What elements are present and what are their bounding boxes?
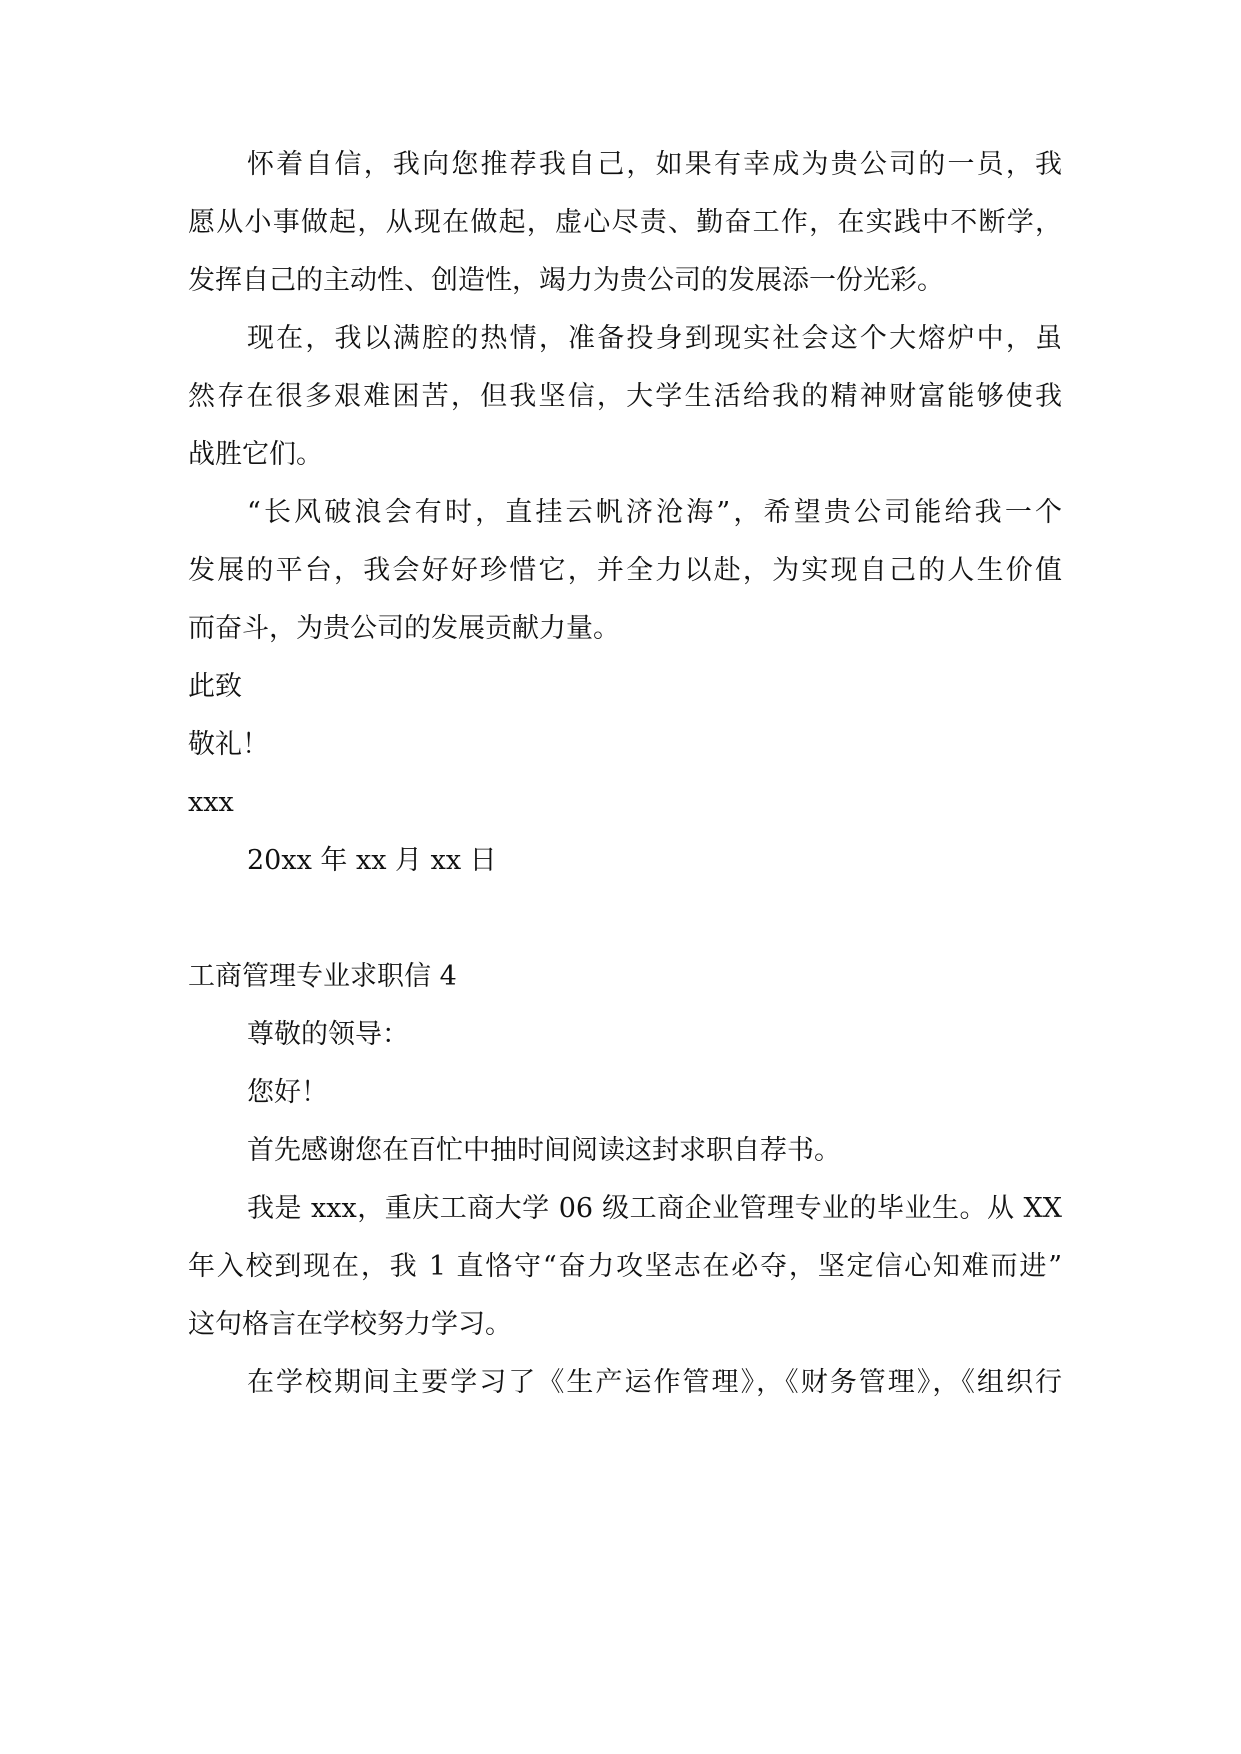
paragraph-line: 愿从小事做起，从现在做起，虚心尽责、勤奋工作，在实践中不断学， [188,207,1062,238]
paragraph-line: 发展的平台，我会好好珍惜它，并全力以赴，为实现自己的人生价值 [188,555,1062,586]
paragraph-line: 然存在很多艰难困苦，但我坚信，大学生活给我的精神财富能够使我 [188,381,1062,412]
paragraph-line: 而奋斗，为贵公司的发展贡献力量。 [188,613,620,644]
paragraph-line: 战胜它们。 [188,439,323,470]
greeting: 您好！ [247,1077,328,1108]
closing-text: 敬礼！ [188,729,269,760]
signature: xxx [188,787,234,818]
paragraph-line: 在学校期间主要学习了《生产运作管理》，《财务管理》，《组织行 [247,1367,1062,1398]
paragraph-line: 我是 xxx，重庆工商大学 06 级工商企业管理专业的毕业生。从 XX [247,1193,1062,1224]
paragraph-line: 这句格言在学校努力学习。 [188,1309,512,1340]
section-title: 工商管理专业求职信 4 [188,961,457,992]
closing-text: 此致 [188,671,242,702]
paragraph-line: 首先感谢您在百忙中抽时间阅读这封求职自荐书。 [247,1135,841,1166]
paragraph-line: 发挥自己的主动性、创造性，竭力为贵公司的发展添一份光彩。 [188,265,944,296]
paragraph-line: 怀着自信，我向您推荐我自己，如果有幸成为贵公司的一员，我 [247,149,1062,180]
paragraph-line: 现在，我以满腔的热情，准备投身到现实社会这个大熔炉中，虽 [247,323,1062,354]
date-line: 20xx 年 xx 月 xx 日 [247,845,497,876]
salutation: 尊敬的领导： [247,1019,409,1050]
paragraph-line: 年入校到现在，我 1 直恪守“奋力攻坚志在必夺，坚定信心知难而进” [188,1251,1062,1282]
paragraph-line: “长风破浪会有时，直挂云帆济沧海”，希望贵公司能给我一个 [247,497,1062,528]
